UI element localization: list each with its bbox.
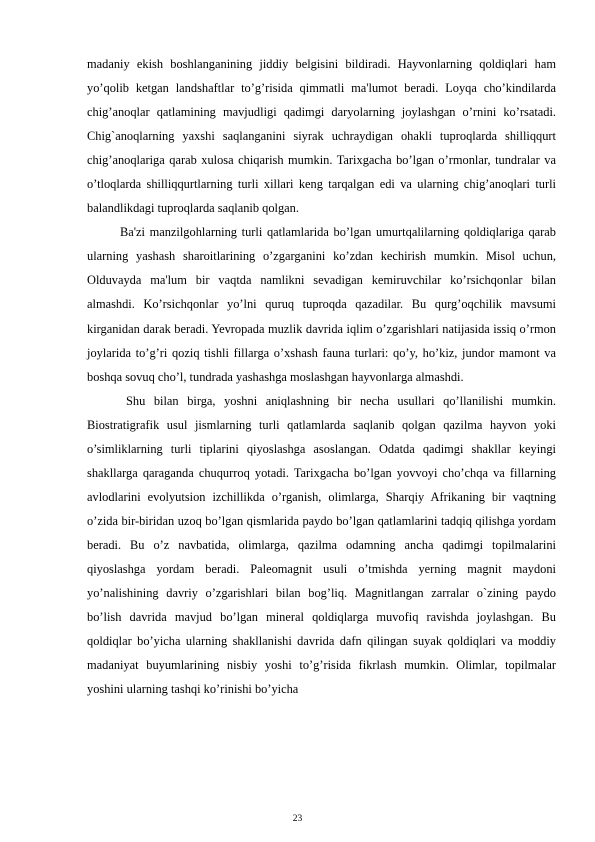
page-number: 23 <box>292 814 303 824</box>
paragraph-dating-methods: Shu bilan birga, yoshni aniqlashning bir necha usullari qo’llanilishi mumkin. Biostratigrafik usul jismlarning turli qatlamlarda saqlanib qolgan qazilma hayvon yoki o’simliklarning turli tiplarini qiyoslashga asoslangan. Odatda qadimgi shakllar keyingi shakllarga qaraganda chuqurroq yotadi. Tarixgacha bo’lgan yovvoyi cho’chqa va fillarning avlodlarini evolyutsion izchillikda o’rganish, olimlarga, Sharqiy Afrikaning bir vaqtning o’zida bir-biridan uzoq bo’lgan qismlarida paydo bo’lgan qatlamlarini tadqiq qilishga yordam beradi. Bu o’z navbatida, olimlarga, qazilma odamning ancha qadimgi topilmalarini qiyoslashga yordam beradi. Paleomagnit usuli o’tmishda yerning magnit maydoni yo’nalishining davriy o’zgarishlari bilan bog’liq. Magnitlangan zarralar o`zining paydo bo’lish davrida mavjud bo’lgan mineral qoldiqlarga muvofiq ravishda joylashgan. Bu qoldiqlar bo’yicha ularning shakllanishi davrida dafn qilingan suyak qoldiqlari va moddiy madaniyat buyumlarining nisbiy yoshi to’g’risida fikrlash mumkin. Olimlar, topilmalar yoshini ularning tashqi ko’rinishi bo’yicha <box>87 393 556 697</box>
body-text <box>87 52 556 701</box>
paragraph-continuation: madaniy ekish boshlanganining jiddiy belgisini bildiradi. Hayvonlarning qoldiqlari ham yo’qolib ketgan landshaftlar to’g’risida qimmatli ma'lumot beradi. Loyqa cho’kindilarda chig’anoqlar qatlamining mavjudligi qadimgi daryolarning joylashgan o’rnini ko’rsatadi. Chig`anoqlarning yaxshi saqlanganini siyrak uchraydigan ohakli tuproqlarda shilliqqurt chig’anoqlariga qarab xulosa chiqarish mumkin. Tarixgacha bo’lgan o’rmonlar, tundralar va o’tloqlarda shilliqqurtlarning turli xillari keng tarqalgan edi va ularning chig’anoqlari turli balandlikdagi tuproqlarda saqlanib qolgan. <box>87 57 556 216</box>
paragraph-vertebrate-remains: Ba'zi manzilgohlarning turli qatlamlarida bo’lgan umurtqalilarning qoldiqlariga qarab ularning yashash sharoitlarining o’zgarganini ko’zdan kechirish mumkin. Misol uchun, Olduvayda ma'lum bir vaqtda namlikni sevadigan kemiruvchilar ko’rsichqonlar bilan almashdi. Ko’rsichqonlar yo’lni quruq tuproqda qazadilar. Bu qurg’oqchilik mavsumi kirganidan darak beradi. Yevropada muzlik davrida iqlim o’zgarishlari natijasida issiq o’rmon joylarida to’g’ri qoziq tishli fillarga o’xshash fauna turlari: qo’y, ho’kiz, jundor mamont va boshqa sovuq cho’l, tundrada yashashga moslashgan hayvonlarga almashdi. <box>87 225 556 384</box>
